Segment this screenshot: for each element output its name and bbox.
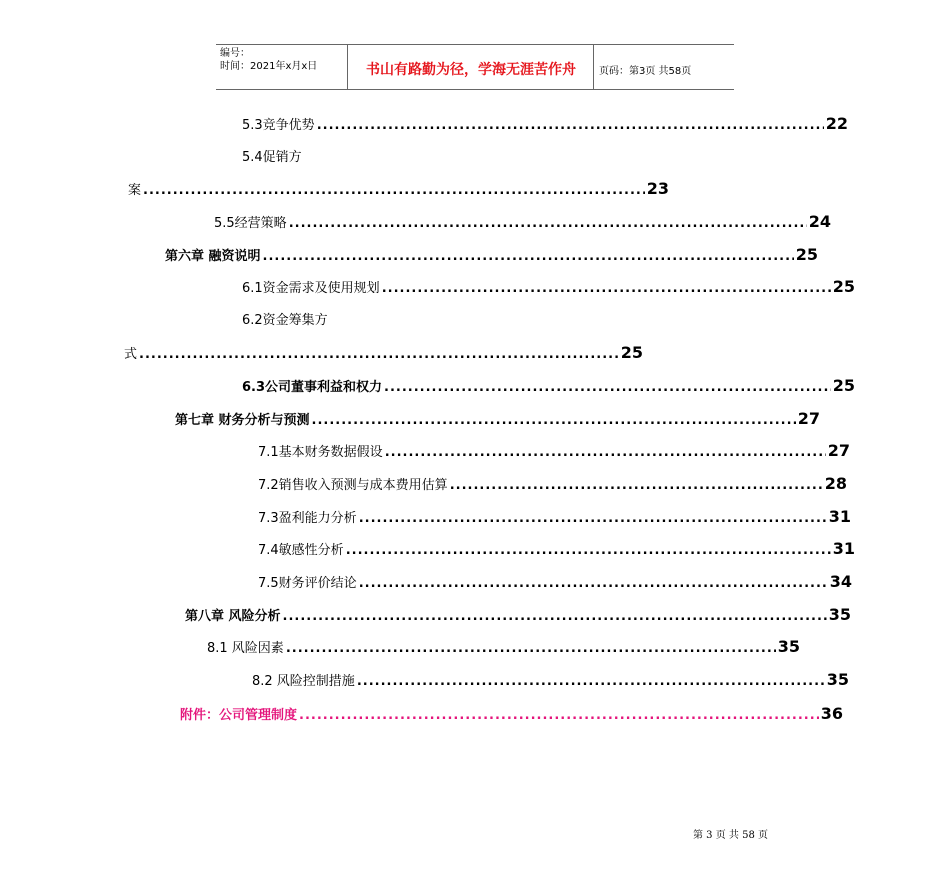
toc-entry-page: 23 <box>646 179 669 198</box>
toc-entry-page: 35 <box>826 670 849 689</box>
header-page-info: 页码：第3页 共58页 <box>599 66 692 77</box>
page-header <box>216 44 734 90</box>
toc-leader <box>263 246 794 268</box>
toc-entry-title: 6.1资金需求及使用规划 <box>242 281 380 296</box>
toc-appendix-entry[interactable] <box>180 703 843 725</box>
toc-entry-page: 25 <box>832 277 855 296</box>
toc-entry-title: 7.4敏感性分析 <box>258 543 344 558</box>
toc-leader <box>382 278 831 300</box>
toc-entry[interactable] <box>214 211 831 233</box>
toc-entry-title: 7.2销售收入预测与成本费用估算 <box>258 478 448 493</box>
toc-entry-title: 案 <box>128 183 142 198</box>
toc-entry-title: 5.3竞争优势 <box>242 118 315 133</box>
toc-leader <box>312 410 796 432</box>
toc-entry-page: 22 <box>825 114 848 133</box>
toc-entry-page: 31 <box>832 539 855 558</box>
toc-entry[interactable] <box>124 342 643 364</box>
toc-entry-title: 第六章 融资说明 <box>165 249 261 264</box>
header-divider <box>347 45 348 89</box>
toc-entry-page: 25 <box>620 343 643 362</box>
toc-entry-page: 35 <box>777 637 800 656</box>
toc-entry[interactable] <box>252 669 849 691</box>
toc-chapter-entry[interactable] <box>175 408 820 430</box>
toc-entry-title: 7.3盈利能力分析 <box>258 511 357 526</box>
toc-entry[interactable] <box>258 538 855 560</box>
toc-entry-title: 8.1 风险因素 <box>207 641 284 656</box>
toc-entry-title: 式 <box>124 347 138 362</box>
toc-leader <box>139 344 619 366</box>
toc-leader <box>289 213 807 235</box>
header-motto: 书山有路勤为径，学海无涯苦作舟 <box>366 62 576 78</box>
toc-chapter-entry[interactable] <box>185 604 851 626</box>
toc-entry[interactable] <box>242 276 855 298</box>
toc-entry-page: 35 <box>828 605 851 624</box>
toc-entry[interactable] <box>258 440 850 462</box>
toc-entry-title: 6.3公司董事利益和权力 <box>242 380 383 395</box>
toc-entry-page: 27 <box>827 441 850 460</box>
toc-entry[interactable] <box>242 375 855 397</box>
page-footer: 第 3 页 共 58 页 <box>693 830 768 841</box>
toc-entry-page: 24 <box>808 212 831 231</box>
toc-entry-page: 27 <box>797 409 820 428</box>
toc-entry[interactable] <box>258 473 847 495</box>
toc-entry-page: 25 <box>795 245 818 264</box>
toc-entry-page: 34 <box>829 572 852 591</box>
toc-entry[interactable] <box>207 636 800 658</box>
toc-entry-title: 附件：公司管理制度 <box>180 708 298 723</box>
toc-leader <box>359 573 828 595</box>
toc-entry-page: 31 <box>828 507 851 526</box>
toc-entry-page: 28 <box>824 474 847 493</box>
toc-entry[interactable] <box>258 571 852 593</box>
toc-entry-title: 7.1基本财务数据假设 <box>258 445 383 460</box>
toc-leader <box>299 705 819 727</box>
header-meta <box>220 47 317 73</box>
toc-entry[interactable] <box>128 178 669 200</box>
toc-entry[interactable] <box>242 113 848 135</box>
toc-leader <box>385 442 826 464</box>
toc-entry-title: 7.5财务评价结论 <box>258 576 357 591</box>
toc-leader <box>384 377 831 399</box>
toc-entry-page: 25 <box>832 376 855 395</box>
toc-leader <box>359 508 827 530</box>
toc-chapter-entry[interactable] <box>165 244 818 266</box>
header-number-label: 编号： <box>220 48 250 59</box>
toc-leader <box>317 115 824 137</box>
toc-entry-title: 第八章 风险分析 <box>185 609 281 624</box>
toc-entry-title: 5.5经营策略 <box>214 216 287 231</box>
toc-leader <box>143 180 645 202</box>
toc-entry-page: 36 <box>820 704 843 723</box>
header-time-label: 时间：2021年x月x日 <box>220 61 318 72</box>
toc-leader <box>450 475 823 497</box>
toc-entry-title: 第七章 财务分析与预测 <box>175 413 310 428</box>
toc-leader <box>286 638 776 660</box>
toc-leader <box>283 606 827 628</box>
toc-entry-title[interactable]: 5.4促销方 <box>242 150 302 165</box>
toc-entry[interactable] <box>258 506 851 528</box>
toc-entry-title[interactable]: 6.2资金筹集方 <box>242 313 328 328</box>
toc-entry-title: 8.2 风险控制措施 <box>252 674 355 689</box>
toc-leader <box>346 540 831 562</box>
toc-leader <box>357 671 825 693</box>
header-divider <box>593 45 594 89</box>
